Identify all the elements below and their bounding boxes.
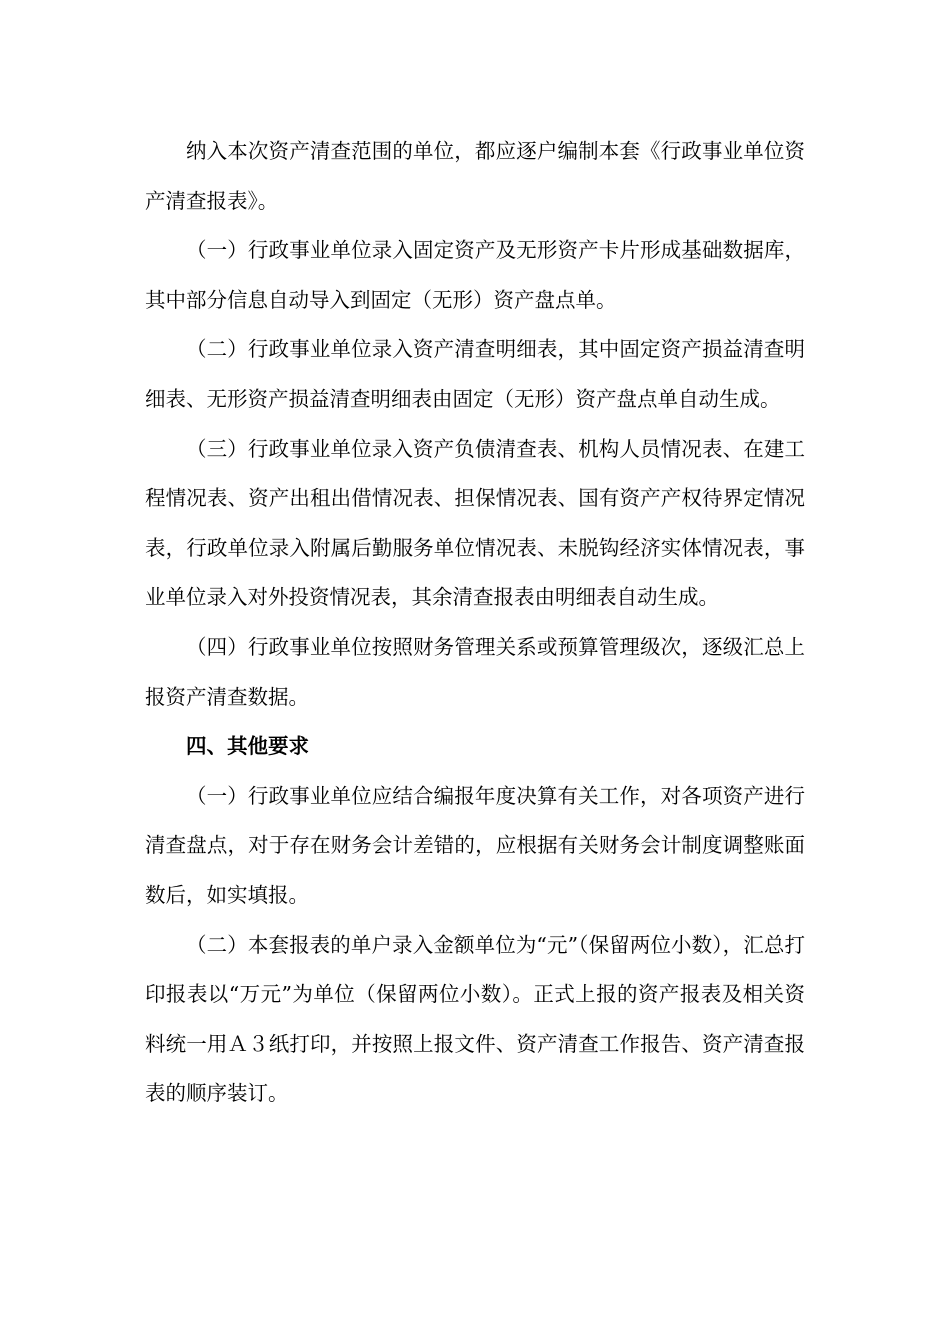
paragraph-item-1: （一）行政事业单位录入固定资产及无形资产卡片形成基础数据库，其中部分信息自动导入到固定（无形）资产盘点单。 xyxy=(145,238,805,312)
section-paragraph-1: （一）行政事业单位应结合编报年度决算有关工作，对各项资产进行清查盘点，对于存在财务会计差错的，应根据有关财务会计制度调整账面数后，如实填报。 xyxy=(145,783,805,907)
section-paragraph-2: （二）本套报表的单户录入金额单位为“元”（保留两位小数），汇总打印报表以“万元”为单位（保留两位小数）。正式上报的资产报表及相关资料统一用Ａ３纸打印，并按照上报文件、资产清查工作报告、资产清查报表的顺序装订。 xyxy=(145,932,805,1106)
paragraph-item-2: （二）行政事业单位录入资产清查明细表，其中固定资产损益清查明细表、无形资产损益清查明细表由固定（无形）资产盘点单自动生成。 xyxy=(145,337,805,411)
paragraph-item-4: （四）行政事业单位按照财务管理关系或预算管理级次，逐级汇总上报资产清查数据。 xyxy=(145,634,805,709)
section-heading: 四、其他要求 xyxy=(186,734,309,759)
paragraph-intro: 纳入本次资产清查范围的单位，都应逐户编制本套《行政事业单位资产清查报表》。 xyxy=(145,139,805,213)
document-page xyxy=(145,127,805,1119)
paragraph-item-3: （三）行政事业单位录入资产负债清查表、机构人员情况表、在建工程情况表、资产出租出借情况表、担保情况表、国有资产产权待界定情况表，行政单位录入附属后勤服务单位情况表、未脱钩经济实体情况表，事业单位录入对外投资情况表，其余清查报表由明细表自动生成。 xyxy=(145,436,805,610)
